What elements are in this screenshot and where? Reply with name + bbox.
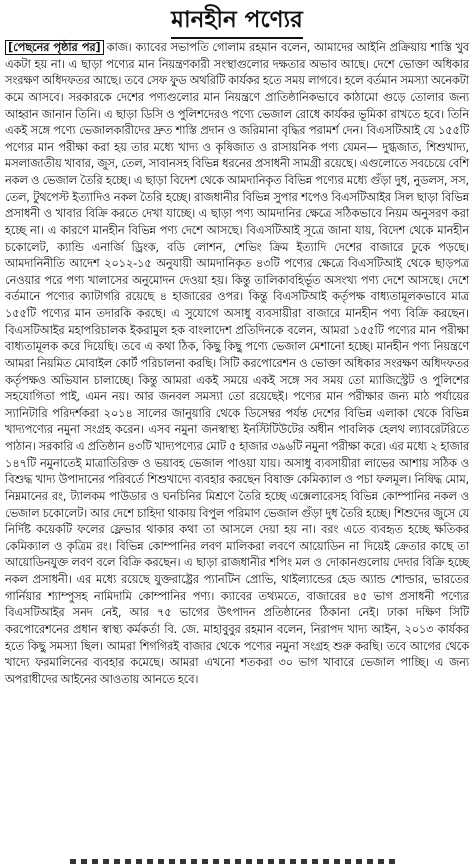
clipped-next-column-edge <box>0 854 474 864</box>
headline-container <box>0 6 474 39</box>
article-text: কাজ। ক্যাবের সভাপতি গোলাম রহমান বলেন, আমাদের আইনি প্রক্রিয়ায় শাস্তি খুব একটা হয় না। এ ছাড়া পণ্যের মান নিয়ন্ত্রণকারী সংস্থাগুলোর দক্ষতার অভাব আছে। দেশে ভোক্তা অধিকার সংরক্ষণ অধিদফতর আছে। তবে সেফ ফুড অথরিটি কার্যকর হতে সময় লাগবে। হলে বর্তমান সমস্যা অনেকটা কমে আসবে। সরকারকে দেশের পণ্যগুলোর মান নিয়ন্ত্রণে প্রাতিষ্ঠানিকভাবে কাঠামো গুড়ে তোলার জন্য আহ্বান জানান তিনি। এ ছাড়া ডিসি ও পুলিশদেরও পণ্যে ভেজাল রোধে কার্যকর ভূমিকা রাখতে হবে। তিনি একই সঙ্গে পণ্যে ভেজালকারীদের দ্রুত শাস্তি প্রদান ও জরিমানা বৃদ্ধির পরামর্শ দেন। বিএসটিআই যে ১৫৫টি পণ্যের মান পরীক্ষা করা হয় তার মধ্যে খাদ্য ও কৃষিজাত ও রাসায়নিক পণ্য যেমন— দুগ্ধজাত, শিশুখাদ্য, মসলাজাতীয় খাবার, জুস, তেল, সাবানসহ বিভিন্ন ধরনের প্রসাধনী সামগ্রী রয়েছে। এগুলোতে সবচেয়ে বেশি নকল ও ভেজাল তৈরি হচ্ছে। এ ছাড়া বিদেশ থেকে আমদানিকৃত বিভিন্ন পণ্যের মধ্যে গুঁড়া দুধ, নুডলস, সস, তেল, টুথপেস্ট ইত্যাদিও নকল তৈরি হচ্ছে। রাজধানীর বিভিন্ন সুপার শপেও বিএসটিআইর সিল ছাড়া বিভিন্ন প্রসাধনী ও খাবার বিক্রি করতে দেখা যাচ্ছে। এ ছাড়া পণ্য আমদানির ক্ষেত্রে সঠিকভাবে নিয়ম অনুসরণ করা হচ্ছে না। এ কারণে মানহীন বিভিন্ন পণ্য দেশে আসছে। বিএসটিআই সূত্রে জানা যায়, বিদেশ থেকে মানহীন চকোলেট, ক্যান্ডি এনার্জি ড্রিংক, বডি লোশন, শেভিং ক্রিম ইত্যাদি দেশের বাজারে ঢুকে পড়ছে। আমদানিনীতি আদেশ ২০১২-১৫ অনুযায়ী আমদানিকৃত ৪৩টি পণ্যের ক্ষেত্রে বিএসটিআই থেকে ছাড়পত্র নেওয়ার পরে পণ্য খালাসের অনুমোদন দেওয়া হয়। কিন্তু তালিকাবহির্ভূত অসংখ্য পণ্য দেশে আসছে। দেশে বর্তমানে পণ্যের ক্যাটাগরি রয়েছে ৪ হাজারের ওপর। কিন্তু বিএসটিআই কর্তৃপক্ষ বাধ্যতামূলকভাবে মাত্র ১৫৫টি পণ্যের মান তদারকি করছে। এ সুযোগে অসাধু ব্যবসায়ীরা বাজারে মানহীন পণ্য বিক্রি করছেন। বিএসটিআইর মহাপরিচালক ইকরামুল হক বাংলাদেশ প্রতিদিনকে বলেন, আমরা ১৫৫টি পণ্যের মান পরীক্ষা বাধ্যতামূলক করে দিয়েছি। তবে এ কথা ঠিক, কিছু কিছু পণ্যে ভেজাল মেশানো হচ্ছে। মানহীন পণ্য নিয়ন্ত্রণে আমরা নিয়মিত মোবাইল কোর্ট পরিচালনা করছি। সিটি করপোরেশন ও ভোক্তা অধিকার সংরক্ষণ অধিদফতর কর্তৃপক্ষও অভিযান চালাচ্ছে। কিন্তু আমরা একই সময়ে একই সঙ্গে সব সময় তো ম্যাজিস্ট্রেট ও পুলিশের সহযোগিতা পাই, এমন নয়। আর জনবল সমস্যা তো রয়েছেই। পণ্যের মান পরীক্ষার জন্য মাঠ পর্যায়ের স্যানিটারি পরিদর্শকরা ২০১৪ সালের জানুয়ারি থেকে ডিসেম্বর পর্যন্ত দেশের বিভিন্ন এলাকা থেকে বিভিন্ন খাদ্যপণ্যের নমুনা সংগ্রহ করেন। এসব নমুনা জনস্বাস্থ্য ইনস্টিটিউটের অধীন পাবলিক হেলথ ল্যাবরেটরিতে পাঠান। সরকারি এ প্রতিষ্ঠান ৪৩টি খাদ্যপণ্যের মোট ৫ হাজার ৩৯৬টি নমুনা পরীক্ষা করে। এর মধ্যে ২ হাজার ১৪৭টি নমুনাতেই মাত্রাতিরিক্ত ও ভয়াবহ ভেজাল পাওয়া যায়। অসাধু ব্যবসায়ীরা লাভের আশায় সঠিক ও বিশুদ্ধ খাদ্য উপাদানের পরিবর্তে শিশুখাদ্যে ব্যবহার করছেন বিষাক্ত কেমিক্যাল ও পচা ফলমূল। নিষিদ্ধ মোম, নিম্নমানের রং, ট্যালকম পাউডার ও ঘনচিনির মিশ্রণে তৈরি হচ্ছে এক্সেলারেসহ বিভিন্ন কোম্পানির নকল ও ভেজাল চকোলেট। আর দেশে চাহিদা থাকায় বিপুল পরিমাণ ভেজাল গুঁড়া দুধ তৈরি হচ্ছে। শিশুদের জুসে যে নির্দিষ্ট কয়েকটি ফলের ফ্লেভার থাকার কথা তা আসলে দেয়া হয় না। বরং এতে ব্যবহৃত হচ্ছে ক্ষতিকর কেমিক্যাল ও কৃত্রিম রং। বিভিন্ন কোম্পানির লবণ মালিকরা লবণে আয়োডিন না দিয়েই ক্রেতার কাছে তা আয়োডিনযুক্ত লবণ বলে বিক্রি করছেন। এ ছাড়া রাজধানীর শপিং মল ও দোকানগুলোয় দেদার বিক্রি হচ্ছে নকল প্রসাধনী। এর মধ্যে রয়েছে যুক্তরাষ্ট্রের প্যানটিন প্রোভি, থাইল্যান্ডের হেড অ্যান্ড শোল্ডার, ভারতের গার্নিয়ার শ্যাম্পুসহ নামিদামি কোম্পানির পণ্য। ক্যাবের তথ্যমতে, বাজারের ৪৫ ভাগ প্রসাধনী পণ্যের বিএসটিআইর সনদ নেই, আর ৭৫ ভাগের উৎপাদন প্রতিষ্ঠানের ঠিকানা নেই। ঢাকা দক্ষিণ সিটি করপোরেশনের প্রধান স্বাস্থ্য কর্মকর্তা বি. জে. মাহাবুবুর রহমান বলেন, নিরাপদ খাদ্য আইন, ২০১৩ কার্যকর হতে কিছু সমস্যা ছিল। আমরা শিগগিরই বাজার থেকে পণ্যের নমুনা সংগ্রহ শুরু করছি। তবে আগের থেকে খাদ্যে ফরমালিনের ব্যবহার কমেছে। আমরা এখনো শতকরা ৩০ ভাগ খাবারে ভেজাল পাচ্ছি। এ জন্য অপরাধীদের আইনের আওতায় আনতে হবে। <box>5 41 469 686</box>
headline: মানহীন পণ্যের <box>171 6 303 39</box>
truncated-text-fragment <box>70 859 400 864</box>
article-body <box>5 40 469 688</box>
continued-from-label: [পেছনের পৃষ্ঠার পর] <box>5 40 104 55</box>
